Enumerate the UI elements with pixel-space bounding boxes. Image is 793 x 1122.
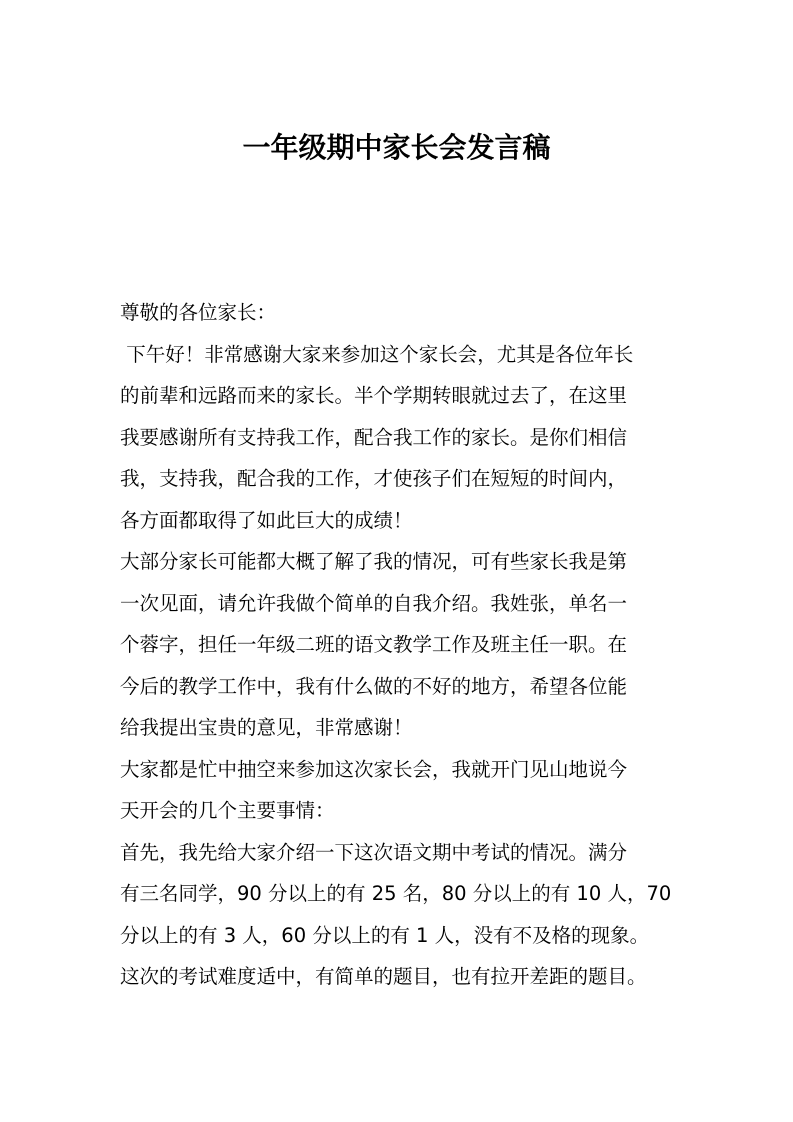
- paragraph-line: 大家都是忙中抽空来参加这次家长会，我就开门见山地说今: [120, 757, 628, 781]
- paragraph-line: 有三名同学，90 分以上的有 25 名，80 分以上的有 10 人，70: [120, 882, 672, 905]
- paragraph-line: 首先，我先给大家介绍一下这次语文期中考试的情况。满分: [120, 840, 628, 864]
- document-body: [120, 292, 680, 998]
- paragraph-line: 一次见面，请允许我做个简单的自我介绍。我姓张，单名一: [120, 591, 628, 615]
- document-title: 一年级期中家长会发言稿: [242, 131, 551, 164]
- paragraph-line: 尊敬的各位家长：: [120, 301, 277, 324]
- paragraph-line: 今后的教学工作中，我有什么做的不好的地方，希望各位能: [120, 674, 628, 698]
- paragraph-line: 下午好！非常感谢大家来参加这个家长会，尤其是各位年长: [120, 342, 634, 366]
- paragraph-line: 这次的考试难度适中，有简单的题目，也有拉开差距的题目。: [120, 965, 647, 988]
- paragraph-line: 给我提出宝贵的意见，非常感谢！: [120, 716, 413, 739]
- paragraph-line: 天开会的几个主要事情：: [120, 799, 335, 822]
- paragraph-line: 大部分家长可能都大概了解了我的情况，可有些家长我是第: [120, 550, 628, 573]
- paragraph-line: 个蓉字，担任一年级二班的语文教学工作及班主任一职。在: [120, 633, 628, 656]
- paragraph-line: 我要感谢所有支持我工作，配合我工作的家长。是你们相信: [120, 425, 628, 449]
- paragraph-line: 各方面都取得了如此巨大的成绩！: [120, 508, 413, 532]
- paragraph-line: 的前辈和远路而来的家长。半个学期转眼就过去了，在这里: [120, 384, 628, 407]
- paragraph-line: 我，支持我，配合我的工作，才使孩子们在短短的时间内，: [120, 467, 628, 490]
- paragraph-line: 分以上的有 3 人，60 分以上的有 1 人，没有不及格的现象。: [120, 923, 650, 947]
